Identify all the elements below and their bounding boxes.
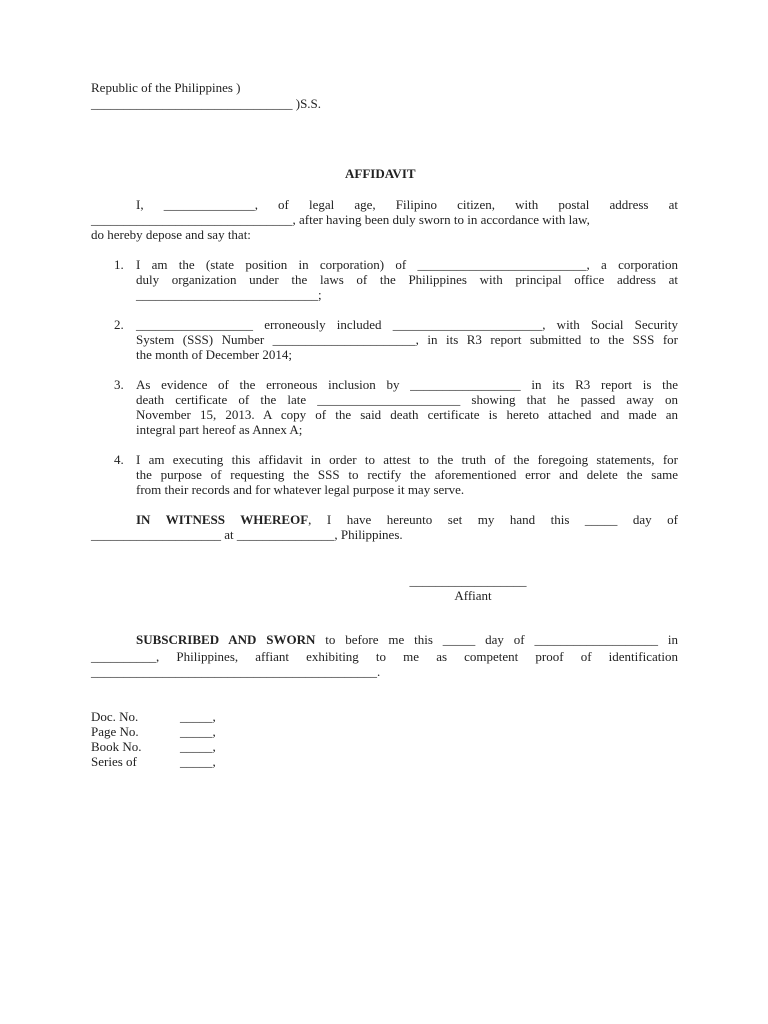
book-no-label: Book No. xyxy=(91,739,142,754)
subscribed-line-3: ____________________________________________. xyxy=(91,664,381,679)
witness-line-2: ____________________ at _______________, Philippines. xyxy=(91,527,403,542)
witness-line-1: IN WITNESS WHEREOF, I have hereunto set my hand this _____ day of xyxy=(136,512,678,527)
item-4-line-1: I am executing this affidavit in order to attest to the truth of the foregoing statements, for xyxy=(136,452,678,467)
item-2-line-1: __________________ erroneously included _______________________, with Social Security xyxy=(136,317,678,332)
page-no-value: _____, xyxy=(180,724,216,739)
item-4-line-3: from their records and for whatever legal purpose it may serve. xyxy=(136,482,465,497)
intro-line-2: _______________________________, after having been duly sworn to in accordance with law, xyxy=(91,212,590,227)
venue-ss: _______________________________ )S.S. xyxy=(91,96,322,111)
item-4-line-2: the purpose of requesting the SSS to rectify the aforementioned error and delete the same xyxy=(136,467,678,482)
item-number: 3. xyxy=(114,377,124,392)
subscribed-line-2: __________, Philippines, affiant exhibiting to me as competent proof of identification xyxy=(91,649,678,664)
item-1-line-2: duly organization under the laws of the Philippines with principal office address at xyxy=(136,272,678,287)
doc-no-value: _____, xyxy=(180,709,216,724)
intro-line-3: do hereby depose and say that: xyxy=(91,227,251,242)
doc-no-label: Doc. No. xyxy=(91,709,139,724)
series-of-label: Series of xyxy=(91,754,137,769)
page-no-label: Page No. xyxy=(91,724,139,739)
item-1-line-3: ____________________________; xyxy=(136,287,322,302)
item-3-line-2: death certificate of the late ______________________ showing that he passed away on xyxy=(136,392,678,407)
page-title: AFFIDAVIT xyxy=(345,166,416,181)
subscribed-line-1: SUBSCRIBED AND SWORN to before me this _____ day of ___________________ in xyxy=(136,632,678,647)
witness-heading: IN WITNESS WHEREOF xyxy=(136,512,309,527)
affiant-signature-line: __________________ xyxy=(409,573,527,588)
item-2-line-2: System (SSS) Number ______________________, in its R3 report submitted to the SSS for xyxy=(136,332,678,347)
affiant-label: Affiant xyxy=(454,588,492,603)
item-3-line-4: integral part hereof as Annex A; xyxy=(136,422,303,437)
subscribed-heading: SUBSCRIBED AND SWORN xyxy=(136,632,316,647)
venue-republic: Republic of the Philippines ) xyxy=(91,80,241,95)
item-number: 2. xyxy=(114,317,124,332)
item-3-line-3: November 15, 2013. A copy of the said death certificate is hereto attached and made an xyxy=(136,407,678,422)
item-3-line-1: As evidence of the erroneous inclusion by _________________ in its R3 report is the xyxy=(136,377,678,392)
item-number: 1. xyxy=(114,257,124,272)
item-number: 4. xyxy=(114,452,124,467)
item-2-line-3: the month of December 2014; xyxy=(136,347,292,362)
book-no-value: _____, xyxy=(180,739,216,754)
series-of-value: _____, xyxy=(180,754,216,769)
intro-line-1: I, ______________, of legal age, Filipino citizen, with postal address at xyxy=(136,197,678,212)
item-1-line-1: I am the (state position in corporation) of __________________________, a corporation xyxy=(136,257,678,272)
